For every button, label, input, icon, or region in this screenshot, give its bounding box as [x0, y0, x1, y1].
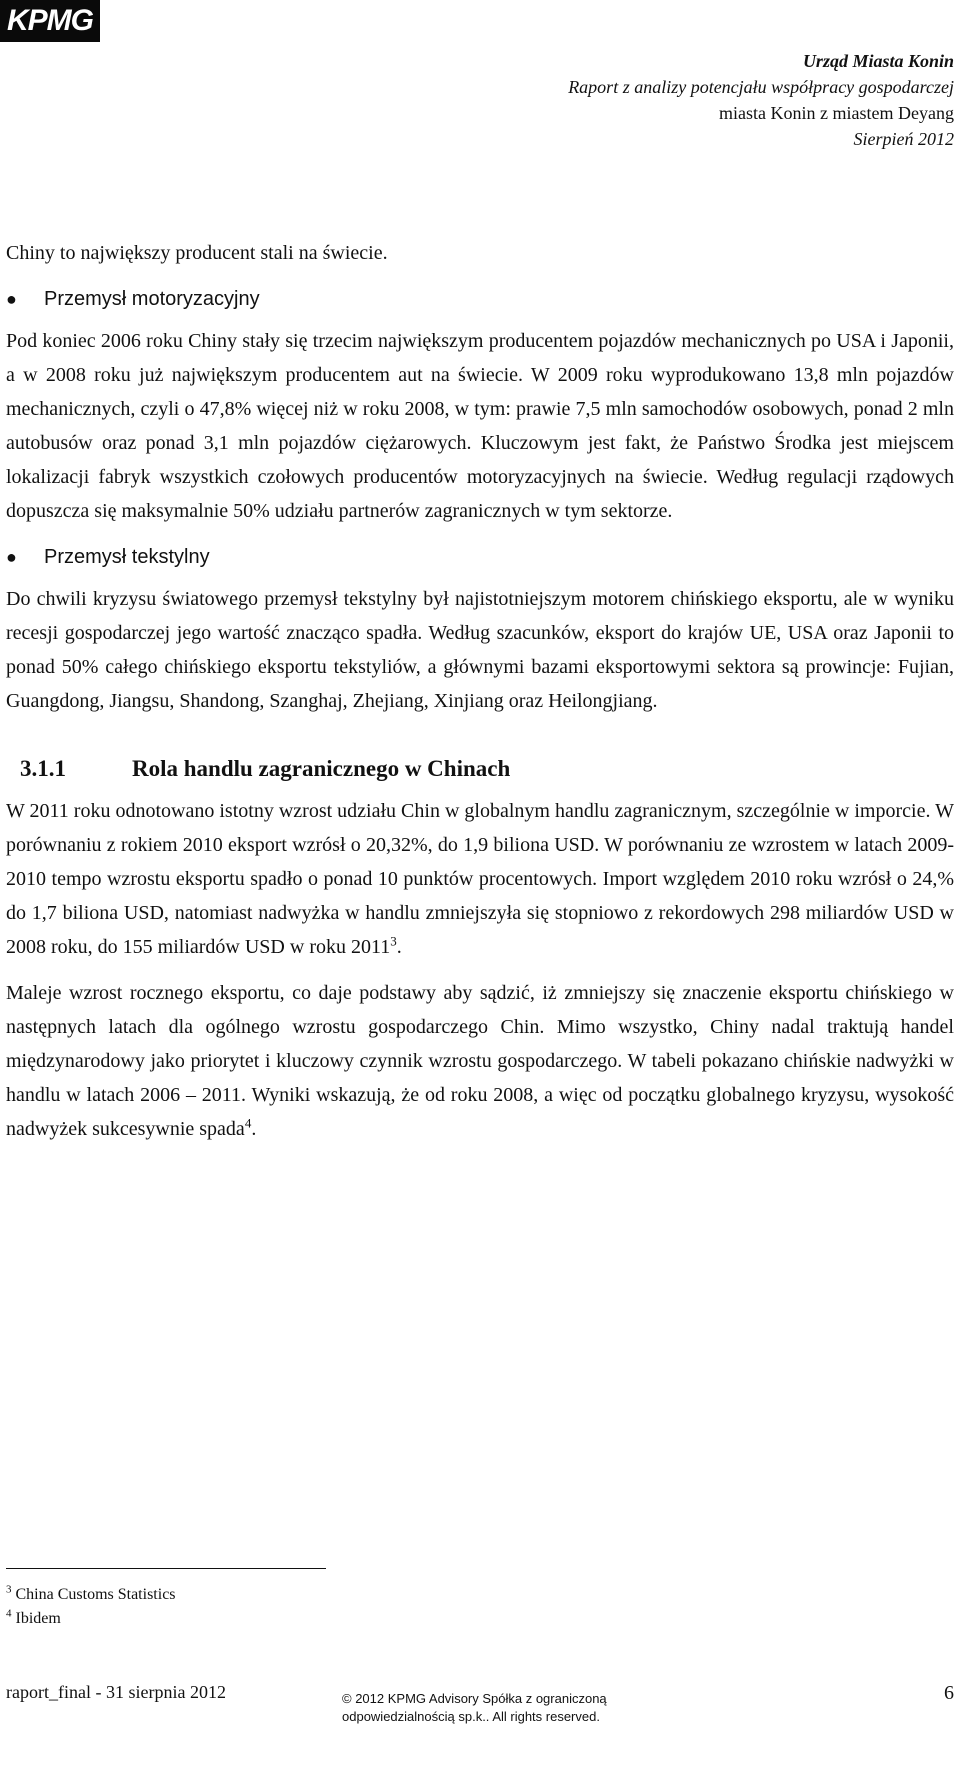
intro-sentence: Chiny to największy producent stali na świecie. — [6, 242, 388, 264]
footnote-text: China Customs Statistics — [15, 1586, 176, 1603]
footnote-item — [6, 1607, 176, 1631]
bullet-icon: ● — [6, 547, 17, 567]
paragraph-end: . — [251, 1118, 257, 1140]
section-title: Rola handlu zagranicznego w Chinach — [132, 756, 511, 781]
section-heading — [6, 752, 954, 786]
header-report-title: Raport z analizy potencjału współpracy gospodarczej — [568, 77, 954, 97]
footer-document-name: raport_final - 31 sierpnia 2012 — [6, 1682, 226, 1702]
bullet-item-textile — [6, 540, 954, 574]
footnote-ref[interactable]: 4 — [244, 1115, 252, 1131]
page-footer — [6, 1680, 954, 1760]
page-number: 6 — [944, 1682, 954, 1704]
header-date: Sierpień 2012 — [853, 129, 954, 149]
bullet-label: Przemysł motoryzacyjny — [44, 288, 260, 310]
section-number: 3.1.1 — [20, 756, 66, 781]
paragraph-export — [6, 976, 954, 1146]
footnote-ref[interactable]: 3 — [390, 933, 397, 949]
copyright-line: odpowiedzialnością sp.k.. All rights reserved. — [342, 1709, 600, 1724]
paragraph-text: W 2011 roku odnotowano istotny wzrost udziału Chin w globalnym handlu zagranicznym, szczególnie w imporcie. W porównaniu z rokiem 2010 eksport wzrósł o 20,32%, do 1,9 biliona USD. W porównaniu ze wzrostem w latach 2009-2010 tempo wzrostu eksportu spadło o ponad 10 punktów procentowych. Import względem 2010 roku wzrósł o 24,% do 1,7 biliona USD, natomiast nadwyżka w handlu zmniejszyła się stopniowo z rekordowych 298 miliardów USD w 2008 roku, do 155 miliardów USD w roku 2011 — [6, 800, 954, 958]
bullet-label: Przemysł tekstylny — [44, 546, 210, 568]
bullet-icon: ● — [6, 289, 17, 309]
paragraph-textile: Do chwili kryzysu światowego przemysł tekstylny był najistotniejszym motorem chińskiego eksportu, ale w wyniku recesji gospodarczej jego wartość znacząco spadła. Według szacunków, eksport do krajów UE, USA oraz Japonii to ponad 50% całego chińskiego eksportu tekstyliów, a głównymi bazami eksportowymi sektora są prowincje: Fujian, Guangdong, Jiangsu, Shandong, Szanghaj, Zhejiang, Xinjiang oraz Heilongjiang. — [6, 588, 954, 712]
kpmg-logo — [0, 0, 100, 42]
paragraph-trade — [6, 794, 954, 964]
footnote-text: Ibidem — [15, 1610, 61, 1627]
paragraph-end: . — [396, 936, 402, 958]
footnote-separator — [6, 1568, 326, 1569]
footnote-item — [6, 1583, 176, 1607]
footer-copyright — [342, 1690, 607, 1726]
footnotes — [6, 1583, 176, 1631]
copyright-line: © 2012 KPMG Advisory Spółka z ograniczoną — [342, 1691, 607, 1706]
header-organization: Urząd Miasta Konin — [802, 51, 954, 71]
document-body — [6, 236, 954, 1146]
paragraph-automotive: Pod koniec 2006 roku Chiny stały się trzecim największym producentem pojazdów mechanicznych po USA i Japonii, a w 2008 roku już największym producentem aut na świecie. W 2009 roku wyprodukowano 13,8 mln pojazdów mechanicznych, czyli o 47,8% więcej niż w roku 2008, w tym: prawie 7,5 mln samochodów osobowych, ponad 2 mln autobusów oraz ponad 3,1 mln pojazdów ciężarowych. Kluczowym jest fakt, że Państwo Środka jest miejscem lokalizacji fabryk wszystkich czołowych producentów motoryzacyjnych na świecie. Według regulacji rządowych dopuszcza się maksymalnie 50% udziału partnerów zagranicznych w tym sektorze. — [6, 330, 954, 522]
paragraph-text: Maleje wzrost rocznego eksportu, co daje podstawy aby sądzić, iż zmniejszy się znaczenie eksportu chińskiego w następnych latach dla ogólnego wzrostu gospodarczego Chin. Mimo wszystko, Chiny nadal traktują handel międzynarodowy jako priorytet i kluczowy czynnik wzrostu gospodarczego. W tabeli pokazano chińskie nadwyżki w handlu w latach 2006 – 2011. Wyniki wskazują, że od roku 2008, a więc od początku globalnego kryzysu, wysokość nadwyżek sukcesywnie spada — [6, 982, 954, 1140]
bullet-item-automotive — [6, 282, 954, 316]
footnote-number: 4 — [6, 1607, 12, 1620]
kpmg-logo-text: KPMG — [7, 4, 93, 37]
header-report-subtitle: miasta Konin z miastem Deyang — [719, 103, 954, 123]
footnote-number: 3 — [6, 1583, 12, 1596]
page-header — [354, 48, 954, 152]
